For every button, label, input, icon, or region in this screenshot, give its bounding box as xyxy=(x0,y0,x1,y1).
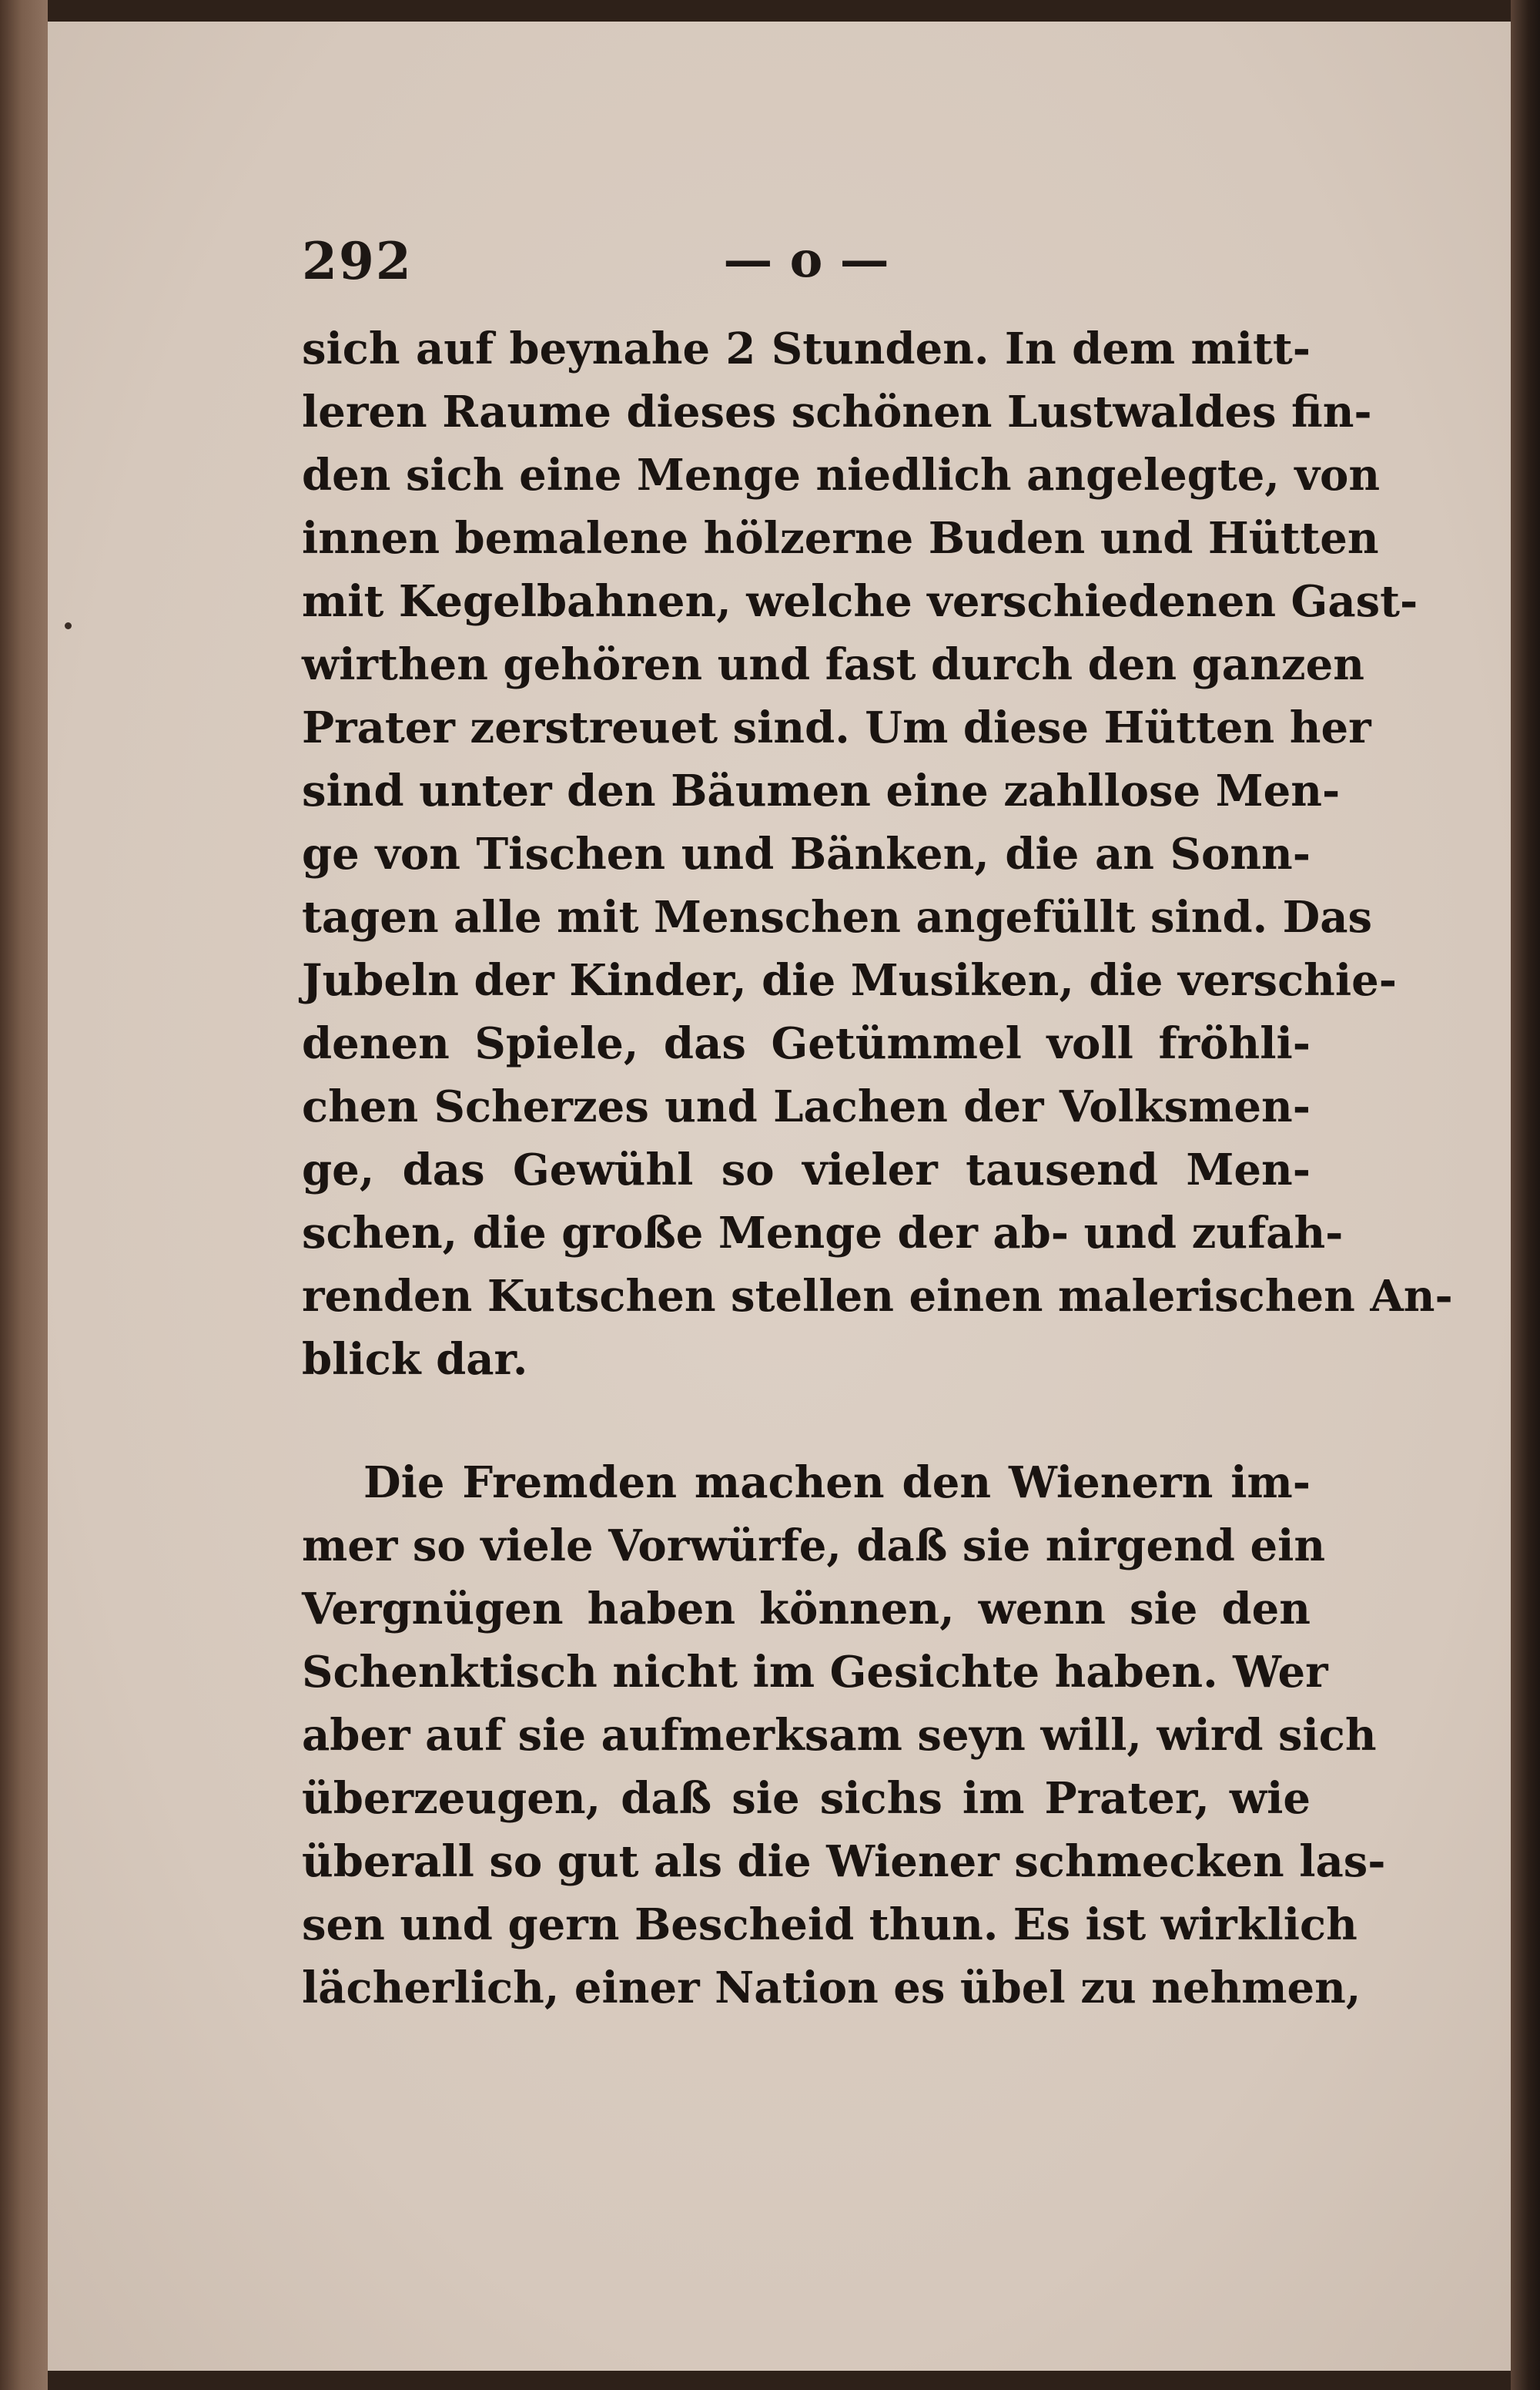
paragraph-2-continued xyxy=(302,1514,1386,2020)
body-text xyxy=(302,317,1453,2020)
text-line: denen Spiele, das Getümmel voll fröhli- xyxy=(302,1018,1311,1069)
text-line: überzeugen, daß sie sichs im Prater, wie xyxy=(302,1773,1311,1824)
text-line: den sich eine Menge niedlich angelegte, von xyxy=(302,450,1381,501)
text-line: lächerlich, einer Nation es übel zu nehmen, xyxy=(302,1963,1361,2013)
page-number: 292 xyxy=(302,231,413,291)
text-line: Schenktisch nicht im Gesichte haben. Wer xyxy=(302,1647,1328,1698)
text-line: sich auf beynahe 2 Stunden. In dem mitt- xyxy=(302,323,1311,374)
text-line: innen bemalene hölzerne Buden und Hütten xyxy=(302,513,1379,564)
text-line: sen und gern Bescheid thun. Es ist wirklich xyxy=(302,1899,1358,1950)
text-line: aber auf sie aufmerksam seyn will, wird sich xyxy=(302,1710,1377,1761)
text-line: renden Kutschen stellen einen malerischen An- xyxy=(302,1271,1453,1322)
text-line: leren Raume dieses schönen Lustwaldes fin- xyxy=(302,387,1372,437)
paragraph-2 xyxy=(302,1451,1311,1514)
running-header xyxy=(302,231,1311,300)
text-line: Die Fremden machen den Wienern im- xyxy=(363,1457,1311,1508)
text-line: schen, die große Menge der ab- und zufah- xyxy=(302,1208,1344,1259)
text-line: wirthen gehören und fast durch den ganzen xyxy=(302,639,1364,690)
text-line: tagen alle mit Menschen angefüllt sind. Das xyxy=(302,892,1373,943)
text-line: mit Kegelbahnen, welche verschiedenen Gast- xyxy=(302,576,1418,627)
header-ornament: — o — xyxy=(723,231,889,289)
text-line: blick dar. xyxy=(302,1334,528,1385)
text-line: sind unter den Bäumen eine zahllose Men- xyxy=(302,766,1341,816)
text-line: Prater zerstreuet sind. Um diese Hütten her xyxy=(302,702,1371,753)
book-binding-edge-left xyxy=(0,0,48,2390)
paragraph-gap xyxy=(302,1391,1311,1451)
text-line: ge, das Gewühl so vieler tausend Men- xyxy=(302,1145,1311,1195)
text-line: mer so viele Vorwürfe, daß sie nirgend ein xyxy=(302,1520,1326,1571)
text-line: ge von Tischen und Bänken, die an Sonn- xyxy=(302,829,1311,880)
text-line: chen Scherzes und Lachen der Volksmen- xyxy=(302,1081,1311,1132)
paragraph-1 xyxy=(302,317,1453,1391)
paper-speck xyxy=(65,622,72,629)
text-line: überall so gut als die Wiener schmecken las- xyxy=(302,1836,1386,1887)
text-line: Jubeln der Kinder, die Musiken, die verschie- xyxy=(302,955,1398,1006)
text-line: Vergnügen haben können, wenn sie den xyxy=(302,1584,1311,1634)
book-edge-right xyxy=(1511,0,1540,2390)
